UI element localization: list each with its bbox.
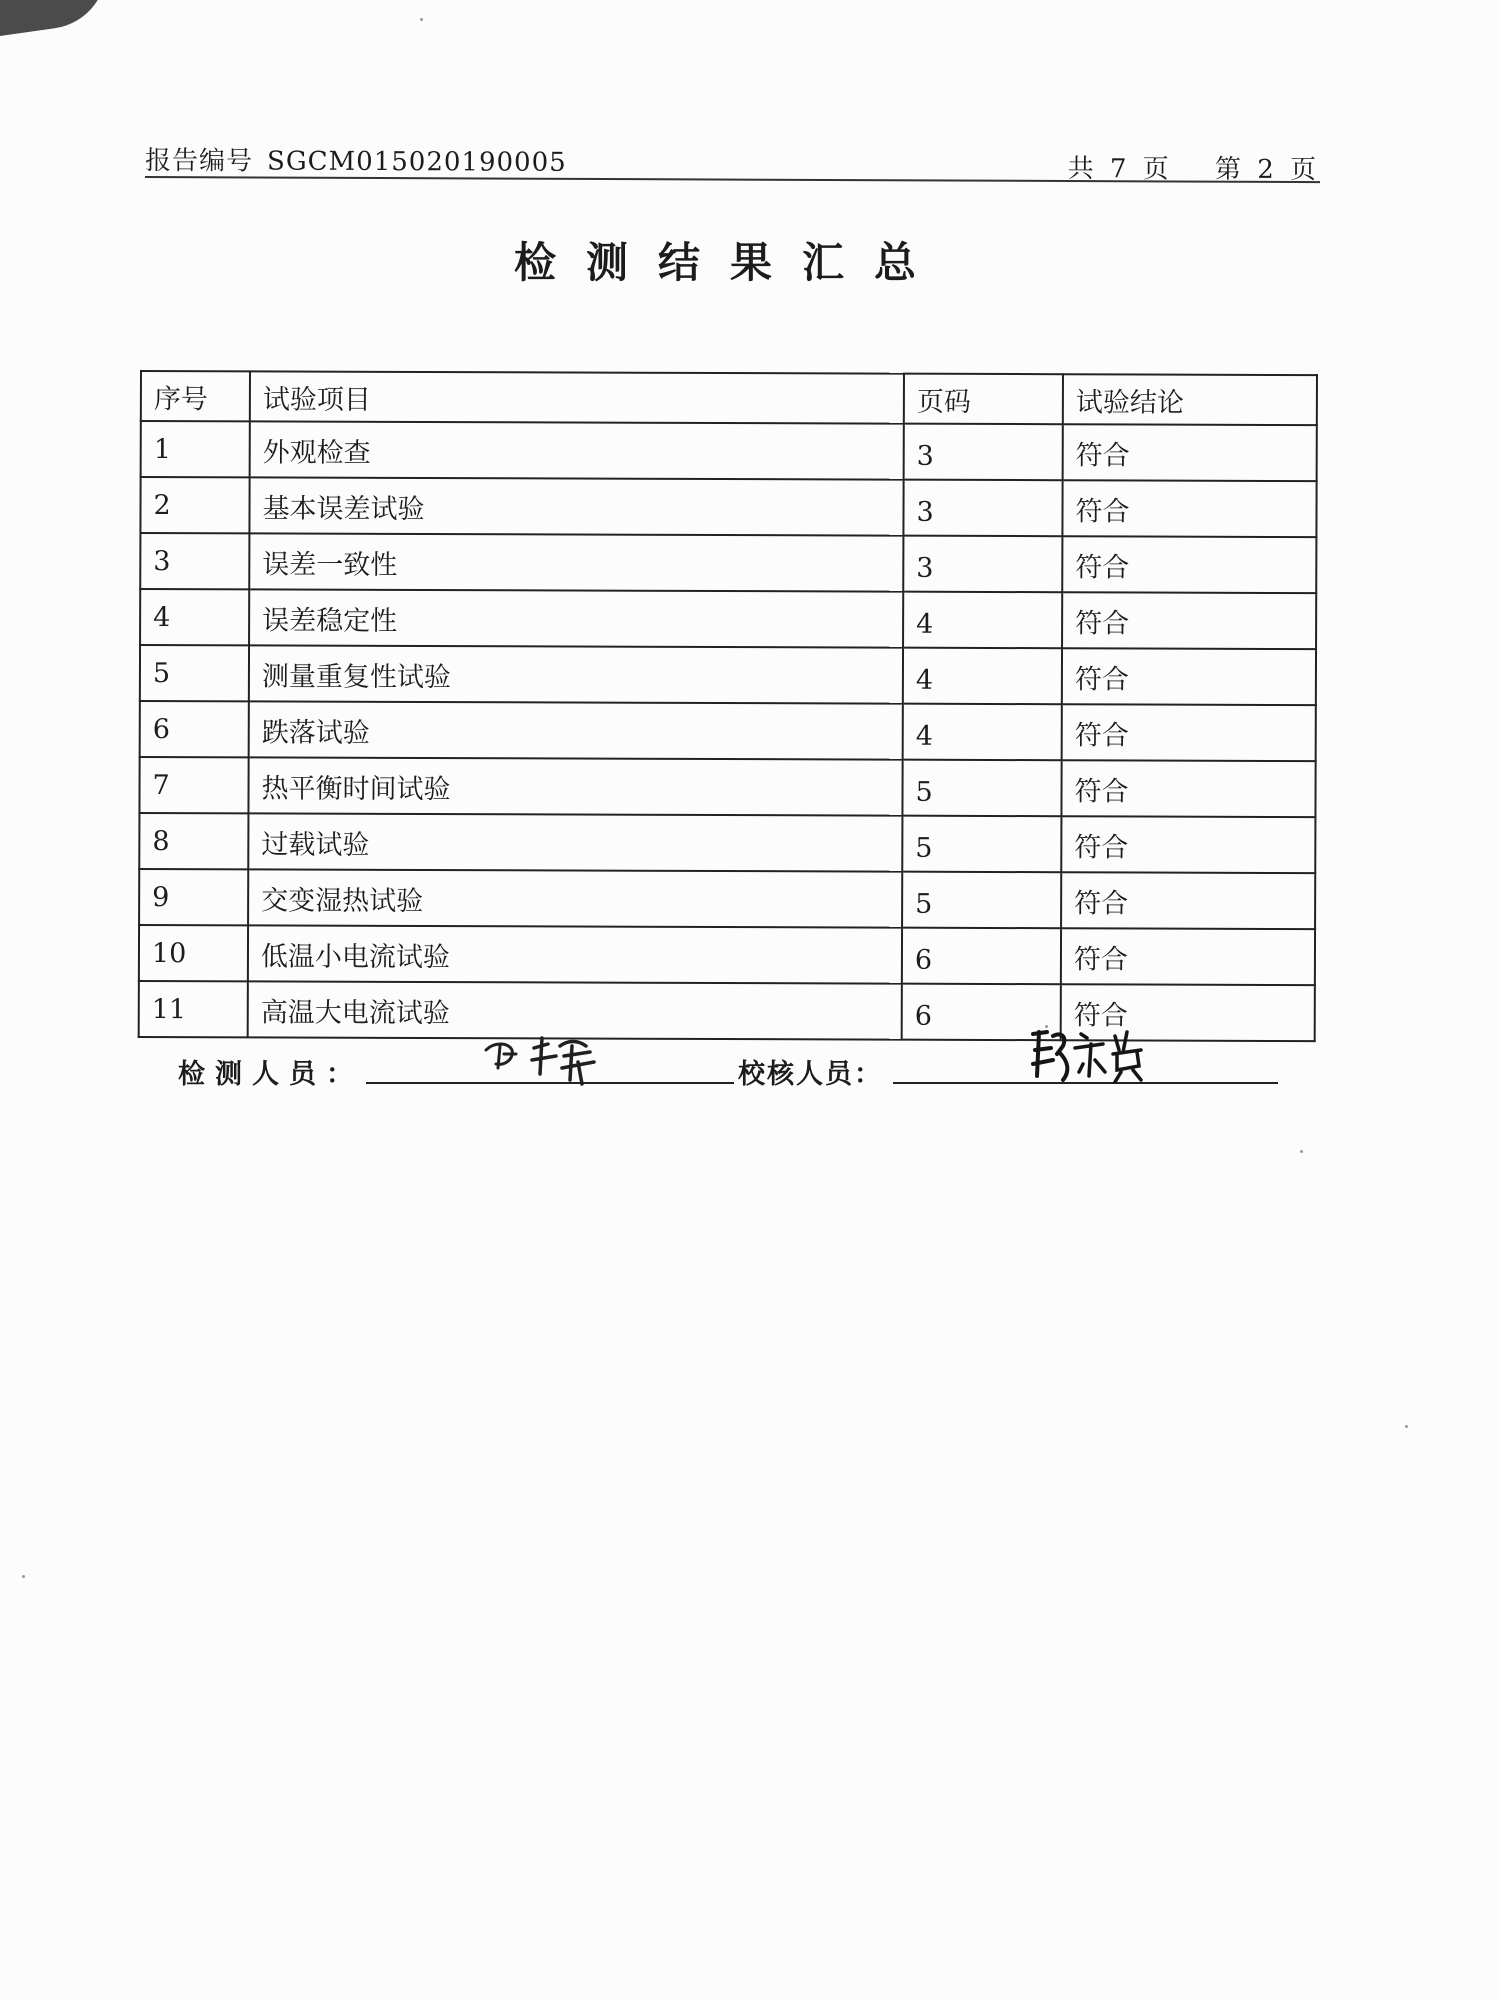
row-test-item: 过载试验 (248, 813, 902, 871)
row-serial: 8 (139, 813, 248, 869)
checker-signature-mark (1023, 1020, 1153, 1090)
row-page: 5 (902, 872, 1061, 929)
total-pages: 共 7 页 (1067, 154, 1173, 185)
row-page: 5 (902, 760, 1061, 817)
row-serial: 1 (141, 421, 250, 477)
row-page: 3 (904, 424, 1063, 481)
row-serial: 4 (140, 589, 249, 645)
row-serial: 2 (140, 477, 249, 533)
row-conclusion: 符合 (1062, 592, 1316, 649)
row-conclusion: 符合 (1062, 704, 1316, 761)
row-conclusion: 符合 (1062, 648, 1316, 705)
row-test-item: 测量重复性试验 (249, 645, 903, 703)
row-test-item: 交变湿热试验 (248, 869, 902, 927)
document-title: 检测结果汇总 (513, 238, 946, 287)
scan-speck (1045, 1025, 1048, 1028)
tester-signature-mark (478, 1028, 608, 1088)
scan-speck (420, 18, 423, 21)
page-info (1062, 148, 1321, 186)
row-test-item: 低温小电流试验 (248, 925, 902, 983)
row-test-item: 误差一致性 (249, 533, 903, 591)
table-header-row (141, 371, 1317, 425)
row-page: 4 (903, 592, 1062, 649)
row-conclusion: 符合 (1061, 760, 1315, 817)
row-test-item: 误差稳定性 (249, 589, 903, 647)
row-serial: 5 (140, 645, 249, 701)
row-conclusion: 符合 (1061, 928, 1315, 985)
row-serial: 10 (139, 925, 248, 981)
row-serial: 9 (139, 869, 248, 925)
row-serial: 6 (140, 701, 249, 757)
row-page: 5 (902, 816, 1061, 873)
row-page: 3 (903, 480, 1062, 537)
row-test-item: 高温大电流试验 (248, 981, 902, 1039)
table-row (140, 701, 1316, 761)
scan-speck (1300, 1150, 1303, 1153)
row-conclusion: 符合 (1061, 816, 1315, 873)
current-page: 第 2 页 (1214, 154, 1321, 186)
table-row (141, 421, 1317, 481)
report-number-label: 报告编号 (145, 146, 254, 177)
scan-speck (1405, 1425, 1408, 1428)
row-page: 4 (903, 704, 1062, 761)
table-row (140, 477, 1316, 537)
table-row (139, 925, 1315, 985)
table-row (140, 645, 1316, 705)
row-conclusion: 符合 (1062, 480, 1316, 537)
report-number-value: SGCM015020190005 (267, 146, 567, 178)
header-conclusion: 试验结论 (1063, 374, 1317, 425)
report-number-line (145, 140, 567, 179)
row-test-item: 热平衡时间试验 (248, 757, 902, 815)
row-conclusion: 符合 (1063, 424, 1317, 481)
table-row (139, 869, 1315, 929)
row-page: 6 (902, 984, 1061, 1041)
row-test-item: 跌落试验 (249, 701, 903, 759)
table-row (140, 533, 1316, 593)
signature-row (178, 1040, 1278, 1100)
row-page: 3 (903, 536, 1062, 593)
row-serial: 11 (139, 981, 248, 1037)
row-conclusion: 符合 (1061, 872, 1315, 929)
table-row (140, 589, 1316, 649)
row-serial: 7 (139, 757, 248, 813)
header-page: 页码 (904, 374, 1063, 425)
tester-label: 检测人员： (178, 1059, 363, 1090)
table-row (139, 757, 1315, 817)
row-conclusion: 符合 (1062, 536, 1316, 593)
row-conclusion: 符合 (1061, 984, 1315, 1041)
row-page: 6 (902, 928, 1061, 985)
row-test-item: 外观检查 (250, 421, 904, 479)
scan-corner-shadow (0, 0, 114, 39)
row-test-item: 基本误差试验 (249, 477, 903, 535)
scan-speck (22, 1575, 25, 1578)
header-test-item: 试验项目 (250, 371, 904, 423)
report-header (145, 140, 1321, 186)
results-table (138, 370, 1318, 1042)
checker-label: 校核人员： (738, 1059, 883, 1090)
table-row (139, 813, 1315, 873)
header-serial: 序号 (141, 371, 250, 421)
row-serial: 3 (140, 533, 249, 589)
row-page: 4 (903, 648, 1062, 705)
